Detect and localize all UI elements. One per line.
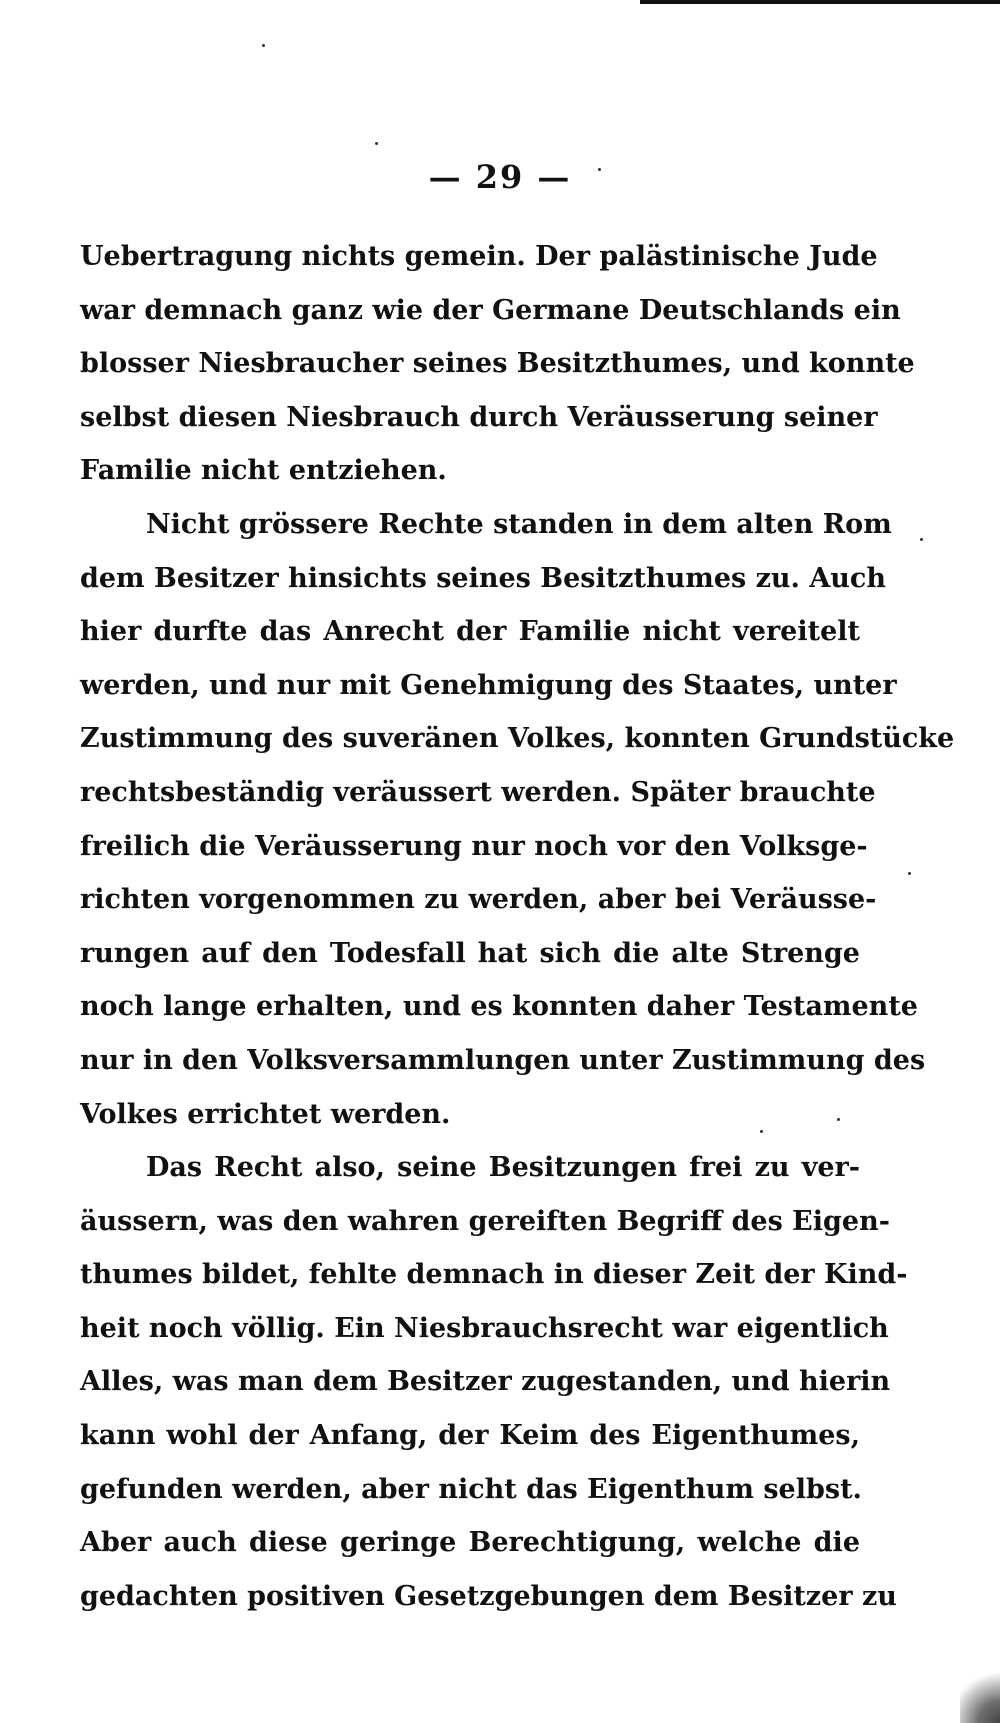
scan-speck [760, 1130, 763, 1133]
scan-speck [262, 44, 265, 47]
page-corner-scuff [960, 1663, 1000, 1723]
scan-speck [598, 168, 601, 171]
scan-speck [908, 872, 911, 875]
text-line: Uebertragung nichts gemein. Der palästinische Jude [80, 241, 878, 272]
text-line: kann wohl der Anfang, der Keim des Eigenthumes, [80, 1420, 860, 1452]
text-line: war demnach ganz wie der Germane Deutschlands ein [80, 294, 901, 326]
paragraph-2 [80, 498, 955, 1141]
text-line: heit noch völlig. Ein Niesbrauchsrecht war eigentlich [80, 1312, 889, 1344]
scan-speck [837, 1118, 840, 1121]
page-number: — 29 — [428, 158, 572, 196]
text-line: Das Recht also, seine Besitzungen frei zu ver- [146, 1152, 860, 1184]
text-line: dem Besitzer hinsichts seines Besitzthumes zu. Auch [80, 562, 887, 594]
paragraph-3 [80, 1141, 908, 1623]
text-line: freilich die Veräusserung nur noch vor den Volksge- [80, 830, 868, 862]
text-line: äussern, was den wahren gereiften Begriff des Eigen- [80, 1205, 890, 1237]
text-line: selbst diesen Niesbrauch durch Veräusserung seiner [80, 401, 878, 433]
text-line: hier durfte das Anrecht der Familie nicht vereitelt [80, 616, 860, 648]
text-line: Volkes errichtet werden. [80, 1098, 451, 1130]
text-line: Familie nicht entziehen. [80, 455, 447, 487]
paragraph-1 [80, 230, 915, 498]
text-line: Alles, was man dem Besitzer zugestanden, und hierin [80, 1366, 891, 1398]
text-line: nur in den Volksversammlungen unter Zustimmung des [80, 1044, 926, 1076]
text-line: noch lange erhalten, und es konnten daher Testamente [80, 991, 918, 1023]
text-line: gefunden werden, aber nicht das Eigenthum selbst. [80, 1473, 862, 1505]
text-line: Zustimmung des suveränen Volkes, konnten Grundstücke [80, 723, 955, 755]
text-line: Aber auch diese geringe Berechtigung, welche die [80, 1527, 860, 1559]
scan-speck [375, 142, 378, 145]
text-line: Nicht grössere Rechte standen in dem alten Rom [146, 508, 892, 540]
body-text [80, 230, 955, 1623]
text-line: blosser Niesbraucher seines Besitzthumes, und konnte [80, 348, 915, 380]
text-line: richten vorgenommen zu werden, aber bei Veräusse- [80, 884, 877, 916]
text-line: rechtsbeständig veräussert werden. Später brauchte [80, 776, 876, 808]
page-edge-rule [640, 0, 1000, 4]
text-line: thumes bildet, fehlte demnach in dieser Zeit der Kind- [80, 1259, 908, 1291]
scan-speck [920, 538, 923, 541]
text-line: gedachten positiven Gesetzgebungen dem Besitzer zu [80, 1580, 897, 1612]
text-line: rungen auf den Todesfall hat sich die alte Strenge [80, 937, 860, 969]
text-line: werden, und nur mit Genehmigung des Staates, unter [80, 669, 897, 701]
